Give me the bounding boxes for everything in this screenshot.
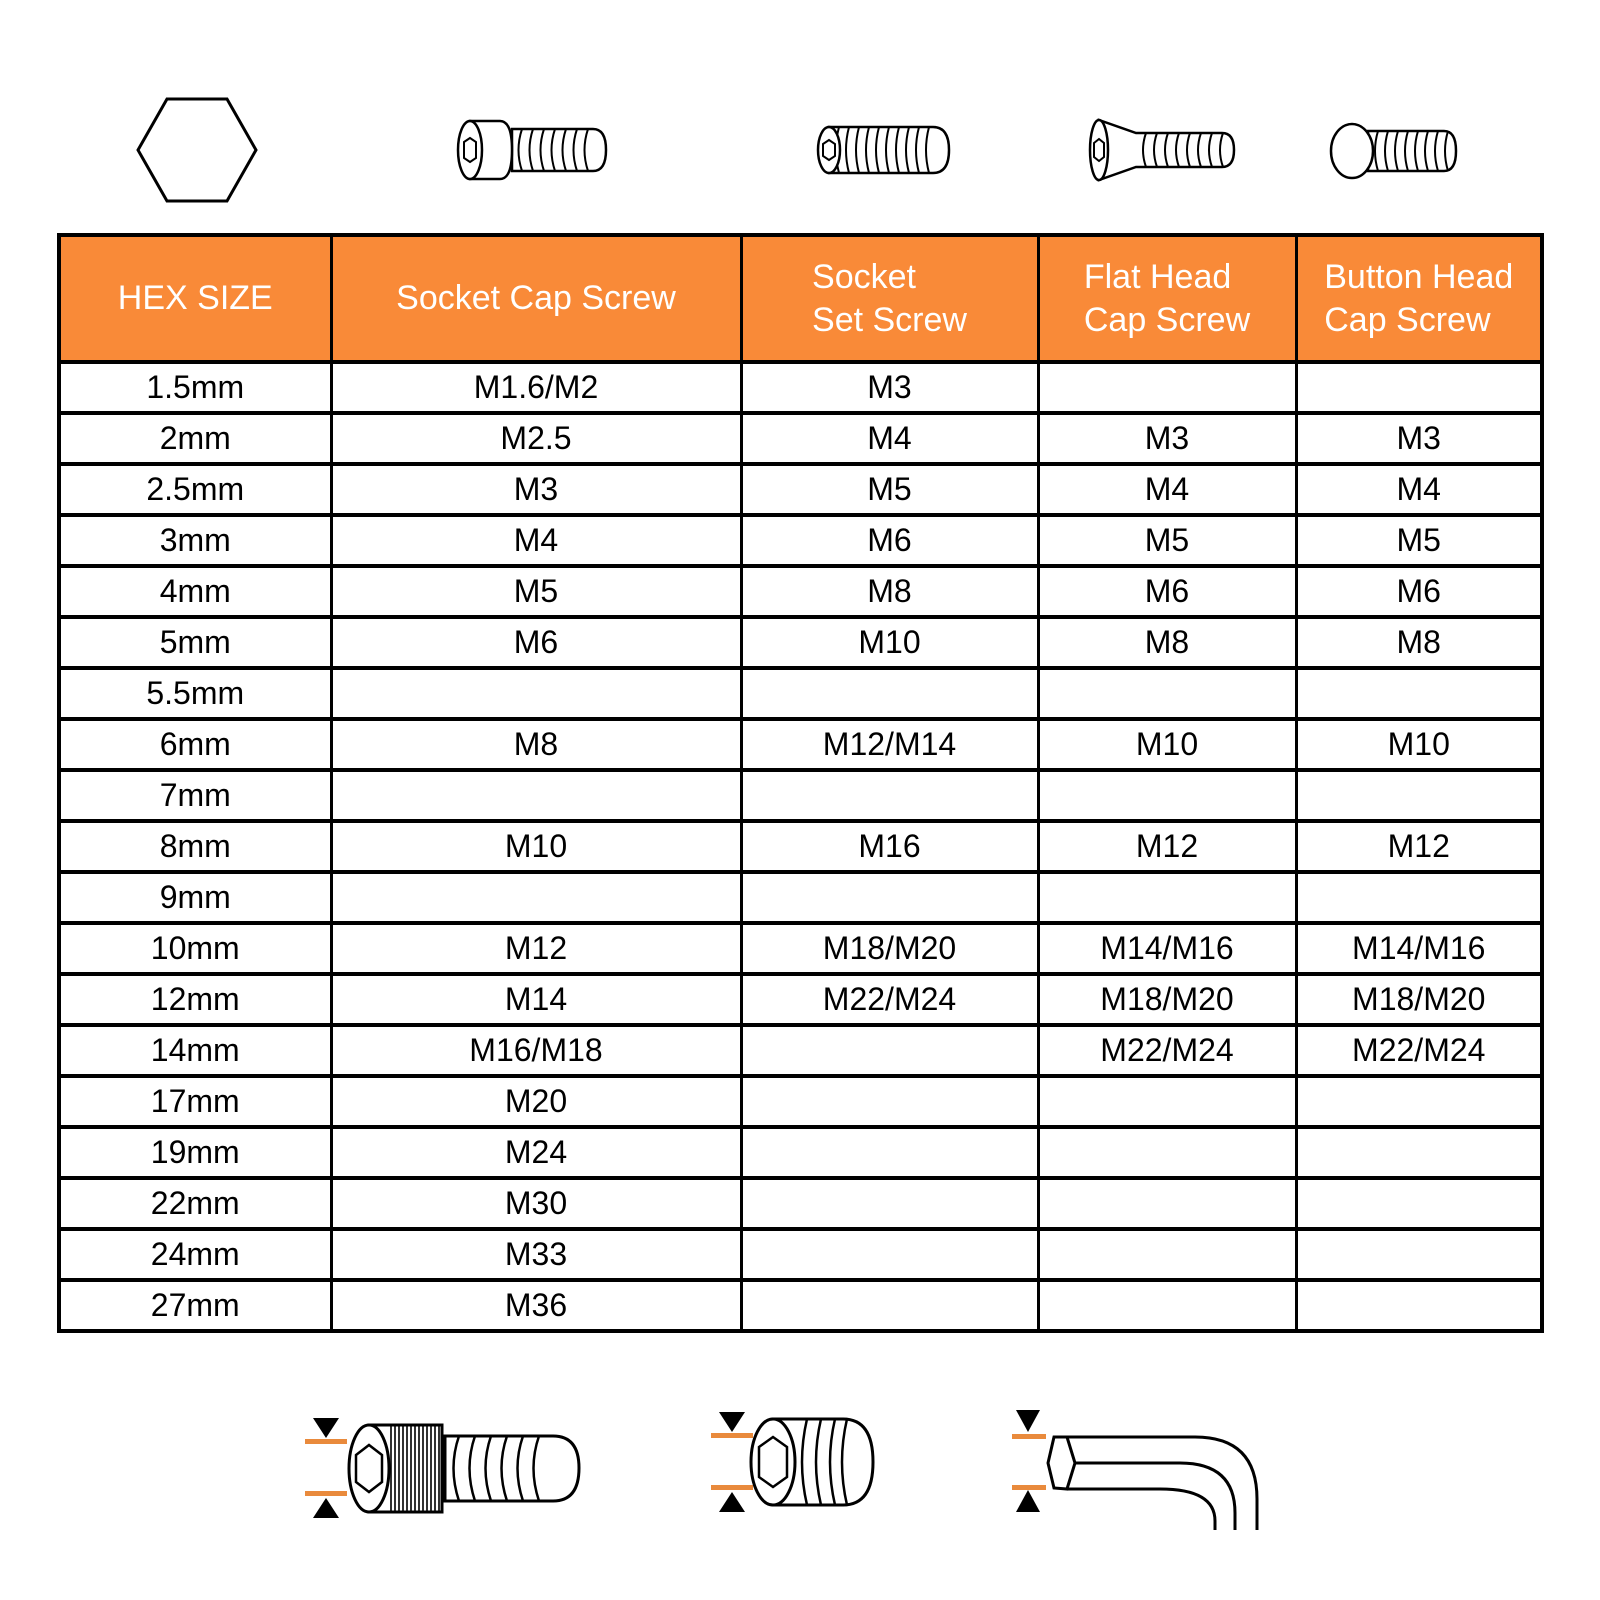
flat-head-cap-screw-icon	[1088, 118, 1240, 182]
table-cell	[1296, 1229, 1542, 1280]
table-cell: M14	[331, 974, 741, 1025]
table-cell	[741, 1025, 1038, 1076]
column-header-label: Socket Cap Screw	[396, 279, 676, 318]
column-header-label: Flat Head	[1083, 258, 1232, 296]
table-cell	[741, 668, 1038, 719]
table-cell	[1038, 1127, 1296, 1178]
table-cell: 9mm	[59, 872, 331, 923]
dimension-arrows	[1012, 1410, 1046, 1512]
column-header-label: Button Head	[1324, 258, 1514, 296]
table-row	[59, 1178, 1542, 1229]
table-cell	[741, 1229, 1038, 1280]
table-cell: M12	[1296, 821, 1542, 872]
column-header-label: HEX SIZE	[117, 279, 273, 318]
table-cell: 14mm	[59, 1025, 331, 1076]
table-cell: M5	[1038, 515, 1296, 566]
table-row	[59, 923, 1542, 974]
table-cell: M5	[741, 464, 1038, 515]
table-cell: M1.6/M2	[331, 362, 741, 413]
table-cell: M33	[331, 1229, 741, 1280]
table-cell: M6	[1038, 566, 1296, 617]
table-row	[59, 872, 1542, 923]
table-cell	[1296, 1178, 1542, 1229]
table-cell	[1038, 1229, 1296, 1280]
table-cell: M6	[1296, 566, 1542, 617]
button-head-cap-screw-icon	[1328, 122, 1464, 180]
table-cell: 2mm	[59, 413, 331, 464]
table-row	[59, 1280, 1542, 1331]
table-cell	[1296, 872, 1542, 923]
table-cell	[1038, 1076, 1296, 1127]
table-cell: M22/M24	[741, 974, 1038, 1025]
table-cell: M12	[1038, 821, 1296, 872]
table-cell: 2.5mm	[59, 464, 331, 515]
hex-table-header	[59, 235, 1542, 362]
table-cell: M22/M24	[1038, 1025, 1296, 1076]
table-cell: M6	[331, 617, 741, 668]
column-header-socket-cap-screw	[331, 235, 741, 362]
table-cell: M3	[1038, 413, 1296, 464]
table-cell	[741, 1280, 1038, 1331]
hex-table-body	[59, 362, 1542, 1331]
table-row	[59, 1076, 1542, 1127]
table-cell	[331, 770, 741, 821]
table-cell: M16	[741, 821, 1038, 872]
table-cell: M16/M18	[331, 1025, 741, 1076]
table-row	[59, 1229, 1542, 1280]
table-cell	[1038, 668, 1296, 719]
table-cell: M3	[1296, 413, 1542, 464]
table-row	[59, 515, 1542, 566]
table-cell	[741, 1178, 1038, 1229]
table-cell: M3	[331, 464, 741, 515]
hex-socket-icon	[136, 95, 258, 205]
column-header-flat-head-cap-screw: Flat Head Cap Screw	[1038, 235, 1296, 362]
table-cell: M10	[1038, 719, 1296, 770]
table-cell	[331, 872, 741, 923]
table-cell: M20	[331, 1076, 741, 1127]
table-cell: M4	[1296, 464, 1542, 515]
table-row	[59, 413, 1542, 464]
table-cell: M10	[741, 617, 1038, 668]
table-cell: M4	[741, 413, 1038, 464]
table-cell: 24mm	[59, 1229, 331, 1280]
table-row	[59, 821, 1542, 872]
column-header-socket-set-screw: Socket Set Screw	[741, 235, 1038, 362]
table-cell: 8mm	[59, 821, 331, 872]
dimension-arrows	[305, 1418, 347, 1518]
table-cell	[1296, 362, 1542, 413]
table-cell: M18/M20	[741, 923, 1038, 974]
table-cell	[1038, 770, 1296, 821]
table-cell	[741, 1127, 1038, 1178]
table-cell	[741, 770, 1038, 821]
table-cell	[1038, 1280, 1296, 1331]
column-header-hex-size	[59, 235, 331, 362]
table-row	[59, 617, 1542, 668]
table-row	[59, 668, 1542, 719]
table-row	[59, 974, 1542, 1025]
table-cell: 17mm	[59, 1076, 331, 1127]
table-cell: M8	[741, 566, 1038, 617]
table-cell	[1296, 1076, 1542, 1127]
table-cell	[1038, 1178, 1296, 1229]
table-cell: M5	[331, 566, 741, 617]
table-cell	[741, 872, 1038, 923]
table-cell: M14/M16	[1296, 923, 1542, 974]
column-header-label: Socket	[812, 258, 916, 296]
table-cell: 6mm	[59, 719, 331, 770]
table-cell: M12	[331, 923, 741, 974]
socket-set-screw-hex-dimension-diagram	[695, 1372, 890, 1592]
table-row	[59, 1025, 1542, 1076]
table-cell: 4mm	[59, 566, 331, 617]
column-header-button-head-cap-screw: Button Head Cap Screw	[1296, 235, 1542, 362]
table-cell: 5mm	[59, 617, 331, 668]
table-cell: M36	[331, 1280, 741, 1331]
table-cell: 7mm	[59, 770, 331, 821]
socket-cap-screw-hex-dimension-diagram	[295, 1372, 595, 1592]
table-cell: 22mm	[59, 1178, 331, 1229]
table-cell: 1.5mm	[59, 362, 331, 413]
table-cell: M8	[1296, 617, 1542, 668]
dimension-arrows	[711, 1412, 753, 1512]
table-cell	[1296, 1127, 1542, 1178]
table-cell: M4	[1038, 464, 1296, 515]
table-cell	[1296, 770, 1542, 821]
table-cell: M5	[1296, 515, 1542, 566]
table-cell: M12/M14	[741, 719, 1038, 770]
table-cell: M18/M20	[1038, 974, 1296, 1025]
table-cell: 3mm	[59, 515, 331, 566]
table-row	[59, 566, 1542, 617]
table-cell: M2.5	[331, 413, 741, 464]
table-row	[59, 719, 1542, 770]
socket-set-screw-icon	[815, 125, 955, 175]
table-cell	[1038, 872, 1296, 923]
table-cell: M10	[331, 821, 741, 872]
table-row	[59, 464, 1542, 515]
table-cell: M8	[331, 719, 741, 770]
table-cell	[1296, 668, 1542, 719]
hex-size-table	[57, 233, 1544, 1333]
table-cell: 10mm	[59, 923, 331, 974]
table-cell: 5.5mm	[59, 668, 331, 719]
table-cell: M14/M16	[1038, 923, 1296, 974]
table-cell: M22/M24	[1296, 1025, 1542, 1076]
table-row	[59, 362, 1542, 413]
table-cell: M10	[1296, 719, 1542, 770]
table-cell	[331, 668, 741, 719]
table-cell: 19mm	[59, 1127, 331, 1178]
table-cell: M24	[331, 1127, 741, 1178]
table-cell	[741, 1076, 1038, 1127]
table-cell: M30	[331, 1178, 741, 1229]
table-cell: M8	[1038, 617, 1296, 668]
socket-cap-screw-icon	[455, 118, 613, 182]
table-row	[59, 770, 1542, 821]
table-cell: M6	[741, 515, 1038, 566]
table-cell: M3	[741, 362, 1038, 413]
table-cell: M4	[331, 515, 741, 566]
table-cell	[1038, 362, 1296, 413]
table-cell: 27mm	[59, 1280, 331, 1331]
table-cell: M18/M20	[1296, 974, 1542, 1025]
hex-key-dimension-diagram	[990, 1372, 1280, 1540]
table-cell	[1296, 1280, 1542, 1331]
table-cell: 12mm	[59, 974, 331, 1025]
table-row	[59, 1127, 1542, 1178]
